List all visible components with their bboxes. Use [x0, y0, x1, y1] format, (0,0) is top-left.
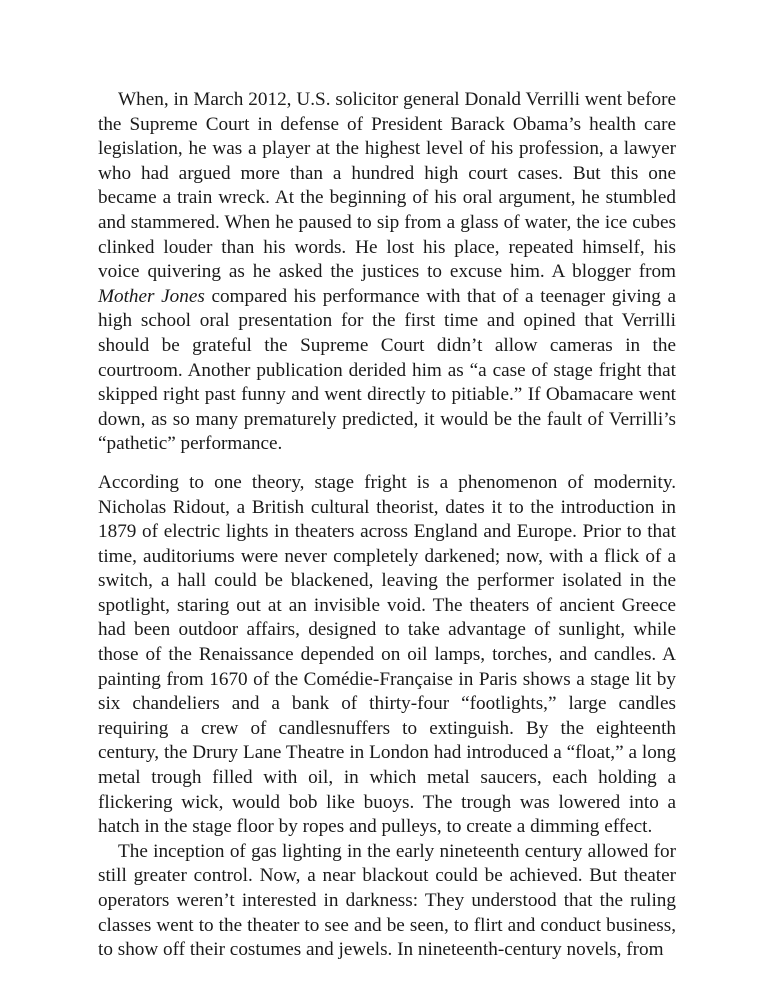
paragraph-2-text: According to one theory, stage fright is a phenomenon of modernity. Nicholas Ridout, a British cultural theorist, dates it to the introduction in 1879 of electric lights in theaters across England and Europe. Prior to that time, auditoriums were never completely darkened; now, with a flick of a switch, a hall could be blackened, leaving the performer isolated in the spotlight, staring out at an invisible void. The theaters of ancient Greece had been outdoor affairs, designed to take advantage of sunlight, while those of the Renaissance depended on oil lamps, torches, and candles. A painting from 1670 of the Comédie-Française in Paris shows a stage lit by six chandeliers and a bank of thirty-four “footlights,” large candles requiring a crew of candlesnuffers to extinguish. By the eighteenth century, the Drury Lane Theatre in London had introduced a “float,” a long metal trough filled with oil, in which metal saucers, each holding a flickering wick, would bob like buoys. The trough was lowered into a hatch in the stage floor by ropes and pulleys, to create a dimming effect.	[98, 471, 676, 838]
document-page	[98, 88, 676, 963]
paragraph-3	[98, 840, 676, 963]
paragraph-2	[98, 471, 676, 840]
paragraph-1	[98, 88, 676, 457]
paragraph-3-text: The inception of gas lighting in the early nineteenth century allowed for still greater control. Now, a near blackout could be achieved. But theater operators weren’t interested in darkness: They understood that the ruling classes went to the theater to see and be seen, to flirt and conduct business, to show off their costumes and jewels. In nineteenth-century novels, from	[98, 840, 676, 961]
paragraph-1-text-a: When, in March 2012, U.S. solicitor general Donald Verrilli went before the Supreme Court in defense of President Barack Obama’s health care legislation, he was a player at the highest level of his profession, a lawyer who had argued more than a hundred high court cases. But this one became a train wreck. At the beginning of his oral argument, he stumbled and stammered. When he paused to sip from a glass of water, the ice cubes clinked louder than his words. He lost his place, repeated himself, his voice quivering as he asked the justices to excuse him. A blogger from	[98, 89, 676, 283]
paragraph-1-text-b: compared his performance with that of a teenager giving a high school oral presentation for the first time and opined that Verrilli should be grateful the Supreme Court didn’t allow cameras in the courtroom. Another publication derided him as “a case of stage fright that skipped right past funny and went directly to pitiable.” If Obamacare went down, as so many prematurely predicted, it would be the fault of Verrilli’s “pathetic” performance.	[98, 285, 676, 455]
paragraph-1-italic-title: Mother Jones	[98, 285, 205, 307]
